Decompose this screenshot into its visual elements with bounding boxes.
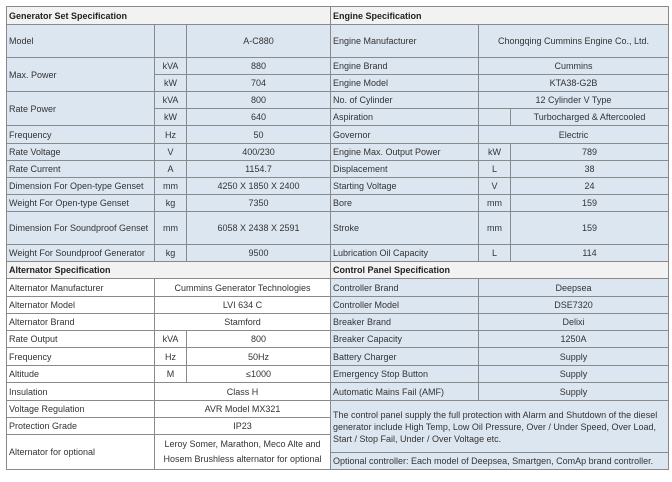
spec-label: Altitude	[7, 366, 155, 383]
spec-unit: mm	[155, 178, 187, 195]
spec-value: Stamford	[155, 314, 331, 331]
spec-value: DSE7320	[479, 297, 669, 314]
spec-value: Cummins	[479, 58, 669, 75]
spec-label: Rate Current	[7, 161, 155, 178]
table-row	[331, 297, 669, 314]
table-row	[331, 401, 669, 453]
spec-label: Controller Model	[331, 297, 479, 314]
spec-value: Deepsea	[479, 279, 669, 297]
spec-value: ≤1000	[187, 366, 331, 383]
table-row	[331, 178, 669, 195]
spec-label: Frequency	[7, 348, 155, 366]
spec-label: Engine Brand	[331, 58, 479, 75]
table-row	[7, 144, 331, 161]
spec-value: 50	[187, 126, 331, 144]
table-row	[331, 58, 669, 75]
spec-unit: Hz	[155, 348, 187, 366]
table-row	[7, 348, 331, 366]
spec-unit	[479, 109, 511, 126]
spec-value: 6058 X 2438 X 2591	[187, 212, 331, 245]
spec-value: 159	[511, 212, 669, 245]
table-row	[331, 314, 669, 331]
spec-value: 12 Cylinder V Type	[479, 92, 669, 109]
spec-label: Controller Brand	[331, 279, 479, 297]
spec-unit: V	[155, 144, 187, 161]
spec-label: Dimension For Soundproof Genset	[7, 212, 155, 245]
spec-value: 7350	[187, 195, 331, 212]
spec-value: Chongqing Cummins Engine Co., Ltd.	[479, 25, 669, 58]
table-row	[7, 314, 331, 331]
table-row	[7, 195, 331, 212]
spec-unit: mm	[479, 212, 511, 245]
spec-unit: V	[479, 178, 511, 195]
spec-unit: Hz	[155, 126, 187, 144]
table-row	[7, 331, 331, 348]
spec-unit: M	[155, 366, 187, 383]
spec-label: Breaker Capacity	[331, 331, 479, 348]
spec-label: Emergency Stop Button	[331, 366, 479, 383]
spec-value: Delixi	[479, 314, 669, 331]
spec-unit	[155, 25, 187, 58]
spec-value: 400/230	[187, 144, 331, 161]
table-row	[7, 92, 331, 109]
spec-value: Supply	[479, 348, 669, 366]
spec-label: Alternator Manufacturer	[7, 279, 155, 297]
spec-value: 800	[187, 331, 331, 348]
spec-label: Engine Model	[331, 75, 479, 92]
spec-label: Weight For Soundproof Generator	[7, 245, 155, 262]
table-row	[331, 348, 669, 366]
spec-label: Automatic Mains Fail (AMF)	[331, 383, 479, 401]
spec-unit: A	[155, 161, 187, 178]
spec-label: Alternator Brand	[7, 314, 155, 331]
spec-label: Lubrication Oil Capacity	[331, 245, 479, 262]
generator-header-row	[7, 7, 331, 25]
spec-value: 640	[187, 109, 331, 126]
table-row	[7, 435, 331, 470]
table-row	[331, 279, 669, 297]
table-row	[331, 144, 669, 161]
table-row	[331, 75, 669, 92]
spec-label: Frequency	[7, 126, 155, 144]
table-row	[7, 58, 331, 75]
spec-label: Governor	[331, 126, 479, 144]
spec-label: Engine Max. Output Power	[331, 144, 479, 161]
spec-value: 24	[511, 178, 669, 195]
table-row	[331, 126, 669, 144]
spec-value: 38	[511, 161, 669, 178]
spec-value: A-C880	[187, 25, 331, 58]
spec-label: Protection Grade	[7, 418, 155, 435]
spec-label: Starting Voltage	[331, 178, 479, 195]
spec-value: Cummins Generator Technologies	[155, 279, 331, 297]
spec-label: No. of Cylinder	[331, 92, 479, 109]
spec-value: Supply	[479, 366, 669, 383]
spec-label: Insulation	[7, 383, 155, 401]
right-spec-table	[330, 6, 669, 470]
table-row	[331, 25, 669, 58]
spec-unit: kg	[155, 195, 187, 212]
spec-value: Leroy Somer, Marathon, Meco Alte and Hosem Brushless alternator for optional	[155, 435, 331, 470]
table-row	[331, 383, 669, 401]
spec-value: Electric	[479, 126, 669, 144]
spec-label: Displacement	[331, 161, 479, 178]
engine-section-title: Engine Specification	[331, 7, 669, 25]
spec-unit: kVA	[155, 58, 187, 75]
table-row	[331, 331, 669, 348]
table-row	[7, 418, 331, 435]
alternator-header-row	[7, 262, 331, 279]
spec-value: 50Hz	[187, 348, 331, 366]
spec-unit: kW	[479, 144, 511, 161]
spec-unit: L	[479, 245, 511, 262]
control-section-title: Control Panel Specification	[331, 262, 669, 279]
spec-label: Battery Charger	[331, 348, 479, 366]
spec-label: Aspiration	[331, 109, 479, 126]
table-row	[7, 126, 331, 144]
spec-value: 789	[511, 144, 669, 161]
table-row	[331, 109, 669, 126]
optional-controller-note: Optional controller: Each model of Deepsea, Smartgen, ComAp brand controller.	[331, 453, 669, 470]
table-row	[7, 279, 331, 297]
table-row	[331, 195, 669, 212]
spec-label: Dimension For Open-type Genset	[7, 178, 155, 195]
spec-label: Stroke	[331, 212, 479, 245]
engine-header-row	[331, 7, 669, 25]
spec-label: Rate Power	[7, 92, 155, 126]
spec-unit: kg	[155, 245, 187, 262]
table-row	[7, 366, 331, 383]
spec-value: 114	[511, 245, 669, 262]
table-row	[7, 212, 331, 245]
spec-label: Voltage Regulation	[7, 401, 155, 418]
table-row	[331, 453, 669, 470]
spec-unit: mm	[155, 212, 187, 245]
table-row	[331, 245, 669, 262]
spec-value: 880	[187, 58, 331, 75]
table-row	[331, 92, 669, 109]
spec-unit: kW	[155, 75, 187, 92]
spec-label: Model	[7, 25, 155, 58]
spec-value: Turbocharged & Aftercooled	[511, 109, 669, 126]
spec-label: Alternator for optional	[7, 435, 155, 470]
spec-value: 1250A	[479, 331, 669, 348]
spec-label: Rate Output	[7, 331, 155, 348]
spec-value: 704	[187, 75, 331, 92]
table-row	[7, 178, 331, 195]
spec-value: AVR Model MX321	[155, 401, 331, 418]
spec-label: Max. Power	[7, 58, 155, 92]
left-spec-table	[6, 6, 331, 470]
spec-value: Supply	[479, 383, 669, 401]
spec-unit: L	[479, 161, 511, 178]
spec-label: Rate Voltage	[7, 144, 155, 161]
spec-unit: kW	[155, 109, 187, 126]
spec-label: Breaker Brand	[331, 314, 479, 331]
spec-label: Bore	[331, 195, 479, 212]
spec-label: Alternator Model	[7, 297, 155, 314]
table-row	[7, 161, 331, 178]
spec-value: LVI 634 C	[155, 297, 331, 314]
spec-value: 1154.7	[187, 161, 331, 178]
spec-unit: kVA	[155, 331, 187, 348]
control-header-row	[331, 262, 669, 279]
spec-label: Engine Manufacturer	[331, 25, 479, 58]
table-row	[331, 366, 669, 383]
table-row	[331, 161, 669, 178]
spec-value: 9500	[187, 245, 331, 262]
spec-value: 800	[187, 92, 331, 109]
spec-label: Weight For Open-type Genset	[7, 195, 155, 212]
table-row	[331, 212, 669, 245]
spec-value: 159	[511, 195, 669, 212]
spec-unit: mm	[479, 195, 511, 212]
spec-unit: kVA	[155, 92, 187, 109]
table-row	[7, 383, 331, 401]
spec-value: IP23	[155, 418, 331, 435]
generator-section-title: Generator Set Specification	[7, 7, 331, 25]
protection-note: The control panel supply the full protection with Alarm and Shutdown of the diesel generator include High Temp, Low Oil Pressure, Over / Under Speed, Over Load, Start / Stop Fail, Under / Over Voltage etc.	[331, 401, 669, 453]
table-row	[7, 401, 331, 418]
table-row	[7, 25, 331, 58]
table-row	[7, 297, 331, 314]
alternator-section-title: Alternator Specification	[7, 262, 331, 279]
spec-value: 4250 X 1850 X 2400	[187, 178, 331, 195]
spec-value: Class H	[155, 383, 331, 401]
table-row	[7, 245, 331, 262]
spec-value: KTA38-G2B	[479, 75, 669, 92]
